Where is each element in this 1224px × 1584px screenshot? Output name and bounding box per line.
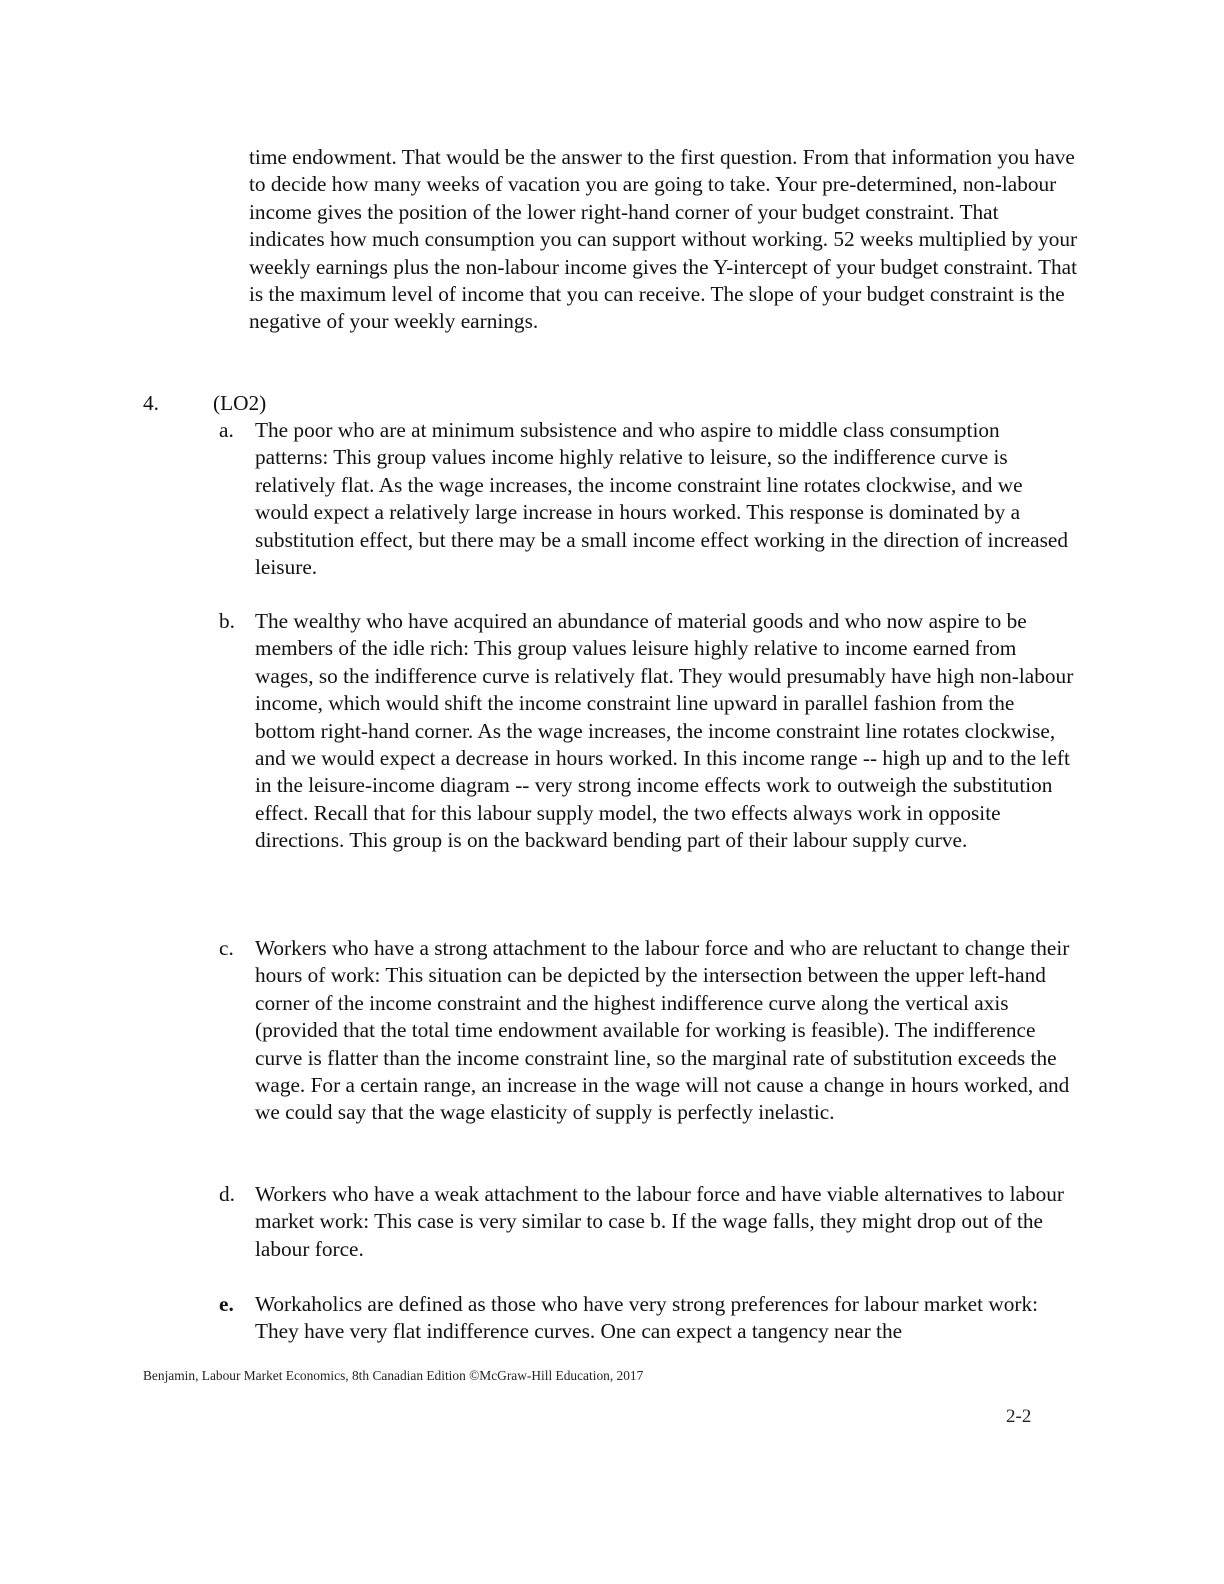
list-marker: e. xyxy=(219,1292,234,1316)
list-item-a xyxy=(219,417,1079,581)
continuation-paragraph: time endowment. That would be the answer to the first question. From that information you have to decide how many weeks of vacation you are going to take. Your pre-determined, non-labour income gives the position of the lower right-hand corner of your budget constraint. That indicates how much consumption you can support without working. 52 weeks multiplied by your weekly earnings plus the non-labour income gives the Y-intercept of your budget constraint. That is the maximum level of income that you can receive. The slope of your budget constraint is the negative of your weekly earnings. xyxy=(249,145,1078,334)
list-marker: d. xyxy=(219,1182,235,1206)
page-footer: Benjamin, Labour Market Economics, 8th Canadian Edition ©McGraw-Hill Education, 2017 xyxy=(143,1368,644,1383)
list-marker: c. xyxy=(219,936,234,960)
list-item-text: Workaholics are defined as those who have very strong preferences for labour market work: They have very flat indifference curves. One can expect a tangency near the xyxy=(255,1292,1039,1344)
learning-objective-label: (LO2) xyxy=(213,391,267,415)
list-marker: a. xyxy=(219,418,234,442)
list-item-text: The poor who are at minimum subsistence and who aspire to middle class consumption patterns: This group values income highly relative to leisure, so the indifference curve is relatively flat. As the wage increases, the income constraint line rotates clockwise, and we would expect a relatively large increase in hours worked. This response is dominated by a substitution effect, but there may be a small income effect working in the direction of increased leisure. xyxy=(255,418,1068,580)
list-item-text: Workers who have a strong attachment to the labour force and who are reluctant to change their hours of work: This situation can be depicted by the intersection between the upper left-hand corner of the income constraint and the highest indifference curve along the vertical axis (provided that the total time endowment available for working is feasible). The indifference curve is flatter than the income constraint line, so the marginal rate of substitution exceeds the wage. For a certain range, an increase in the wage will not cause a change in hours worked, and we could say that the wage elasticity of supply is perfectly inelastic. xyxy=(255,936,1070,1125)
list-item-text: The wealthy who have acquired an abundance of material goods and who now aspire to be members of the idle rich: This group values leisure highly relative to income earned from wages, so the indifference curve is relatively flat. They would presumably have high non-labour income, which would shift the income constraint line upward in parallel fashion from the bottom right-hand corner. As the wage increases, the income constraint line rotates clockwise, and we would expect a decrease in hours worked. In this income range -- high up and to the left in the leisure-income diagram -- very strong income effects work to outweigh the substitution effect. Recall that for this labour supply model, the two effects always work in opposite directions. This group is on the backward bending part of their labour supply curve. xyxy=(255,609,1074,853)
list-item-e xyxy=(219,1291,1079,1346)
list-marker: b. xyxy=(219,609,235,633)
list-item-text: Workers who have a weak attachment to the labour force and have viable alternatives to labour market work: This case is very similar to case b. If the wage falls, they might drop out of the labour force. xyxy=(255,1182,1065,1261)
list-item-c xyxy=(219,935,1079,1127)
list-item-b xyxy=(219,608,1079,855)
list-item-d xyxy=(219,1181,1079,1263)
page-number: 2-2 xyxy=(1006,1406,1032,1427)
question-number: 4. xyxy=(143,391,159,415)
